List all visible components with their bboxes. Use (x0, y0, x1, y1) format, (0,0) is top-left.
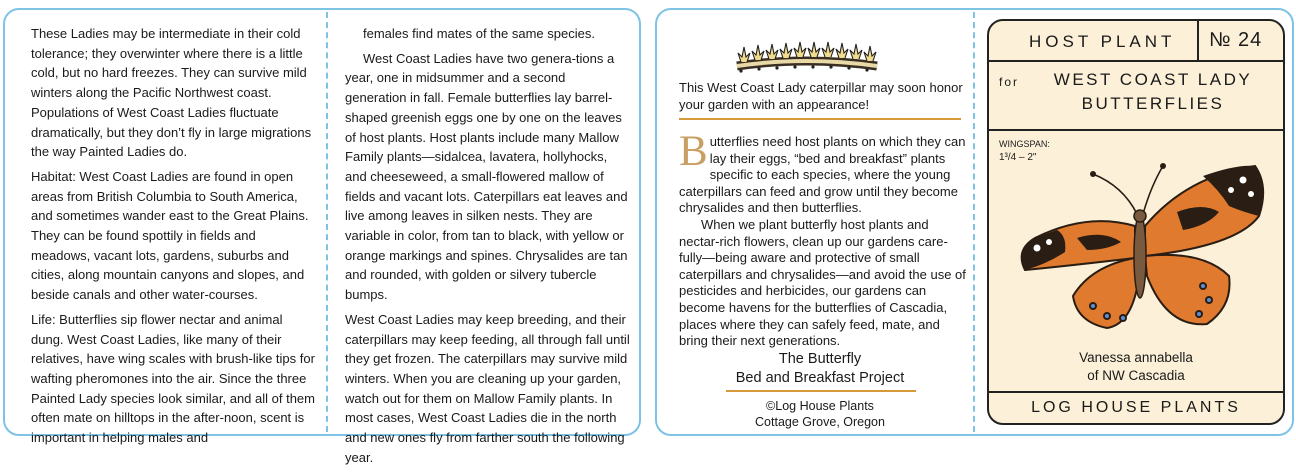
card-title-line-1: WEST COAST LADY (1053, 70, 1253, 89)
species-name (989, 349, 1283, 385)
card-title-line-2: BUTTERFLIES (1081, 94, 1225, 113)
card-header (989, 21, 1283, 62)
card-footer: LOG HOUSE PLANTS (1031, 399, 1241, 416)
caterpillar-illustration (729, 38, 884, 78)
card-rule (989, 129, 1283, 131)
card-title (1033, 68, 1273, 116)
left-panel (3, 8, 641, 465)
paragraph-breeding: West Coast Ladies may keep breeding, and their caterpillars may keep feeding, all through fall until they get frozen. The caterpillars may survive mild winters. When you are cleaning up your garden, watch out for them on Mallow Family plants. In most cases, West Coast Ladies die in the north and new ones fly from farther south the following year. (345, 311, 630, 465)
project-line-2: Bed and Breakfast Project (735, 370, 905, 386)
card-number: № 24 (1209, 29, 1263, 51)
project-title (679, 350, 961, 388)
story-text (679, 128, 969, 350)
paragraph-habitat: Habitat: West Coast Ladies are found in open areas from British Columbia to South America, and sometimes wander east to the Great Plains. They can be found spottily in fields and meadows, vacant lots, gardens, suburbs and cities, along mountain canyons and slopes, and beside canals and other water-courses. (31, 168, 309, 303)
copyright-line: ©Log House Plants (766, 399, 874, 413)
text-column-1 (31, 24, 316, 453)
wingspan-label: WINGSPAN: (999, 139, 1050, 149)
project-line-1: The Butterfly (778, 351, 862, 367)
species-line-2: of NW Cascadia (1087, 368, 1185, 383)
location-line: Cottage Grove, Oregon (755, 415, 885, 429)
paragraph-tolerance: These Ladies may be intermediate in their cold tolerance; they overwinter where there is a little cold, but no hard freezes. They can survive mild winters along the Pacific Northwest coast. Populations of West Coast Ladies fluctuate dramatically, but they don’t fly in large migrations the way Painted Ladies do. (31, 26, 312, 160)
text-column-2 (345, 24, 630, 472)
card-header-label: HOST PLANT (1029, 32, 1176, 51)
fold-line (973, 12, 975, 432)
credit (679, 398, 961, 430)
host-plant-card (987, 19, 1285, 425)
story-paragraph-2: When we plant butterfly host plants and nectar-rich flowers, clean up our gardens care-fully—being aware and protective of small caterpillars and chrysalides—and avoid the use of pesticides and herbicides, our gardens can become havens for the butterflies of Cascadia, places where they can safely feed, mate, and bring their next generations. (679, 216, 966, 349)
intro-text: This West Coast Lady caterpillar may soon honor your garden with an appearance! (679, 80, 963, 112)
drop-cap: B (679, 128, 708, 175)
card-header-divider (1197, 21, 1199, 62)
paragraph-continuation: females find mates of the same species. (363, 26, 595, 41)
orange-rule (679, 118, 961, 120)
butterfly-illustration (1007, 146, 1271, 346)
orange-rule (726, 390, 916, 392)
card-rule (989, 391, 1283, 393)
wingspan-value: 1³/4 – 2" (999, 152, 1037, 163)
story-paragraph-1: utterflies need host plants on which they can lay their eggs, “bed and breakfast” plants specific to each species, where the young caterpillars can feed and grow until they become chrysalides and then butterflies. (679, 134, 966, 216)
species-line-1: Vanessa annabella (1079, 350, 1193, 365)
card-for-label: for (999, 75, 1020, 89)
fold-line (326, 12, 328, 432)
paragraph-life: Life: Butterflies sip flower nectar and animal dung. West Coast Ladies, like many of their relatives, have wing scales with brush-like tips for wafting pheromones into the air. Since the three Painted Lady species look similar, and all of them often mate on hilltops in the after-noon, scent is important in helping males and (31, 311, 315, 446)
right-panel (655, 8, 1294, 436)
paragraph-generations: West Coast Ladies have two genera-tions a year, one in midsummer and a second generation in fall. Female butterflies lay barrel-shaped greenish eggs one by one on the leaves of host plants. Host plants include many Mallow Family plants—sidalcea, lavatera, hollyhocks, and cheeseweed, a small-flowered mallow of fields and vacant lots. Caterpillars eat leaves and live among leaves in silken nests. They are variable in color, from tan to black, with yellow or orange markings and spines. Chrysalides are tan and rounded, with golden or silvery tubercle bumps. (345, 50, 628, 303)
